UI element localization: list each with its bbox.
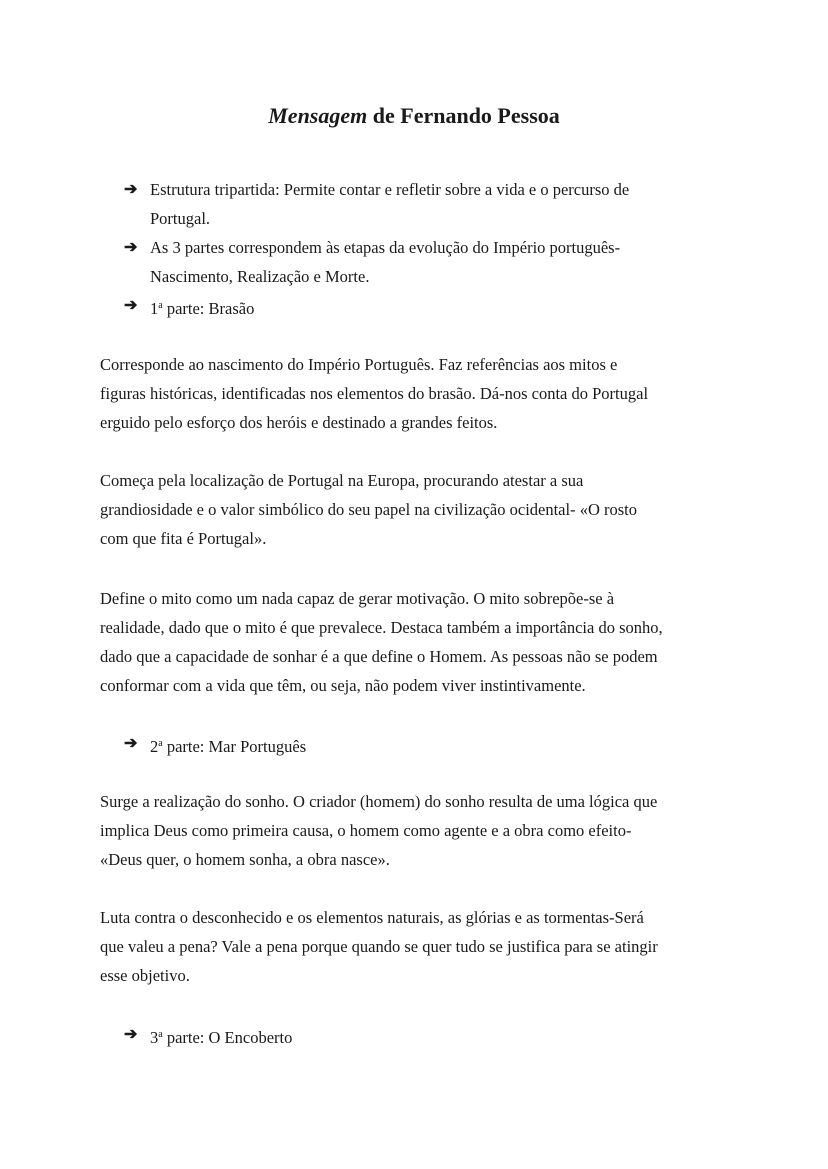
bullet-part2-heading: 2$^a$ parte: Mar Português	[150, 737, 307, 756]
bullet-1-line-1: Estrutura tripartida: Permite contar e refletir sobre a vida e o percurso de	[150, 180, 630, 199]
paragraph-line: implica Deus como primeira causa, o homem como agente e a obra como efeito-	[100, 821, 632, 840]
paragraph-line: conformar com a vida que têm, ou seja, não podem viver instintivamente.	[100, 676, 586, 695]
paragraph-line: Surge a realização do sonho. O criador (homem) do sonho resulta de uma lógica que	[100, 792, 658, 811]
page-title	[0, 100, 828, 132]
paragraph-line: Luta contra o desconhecido e os elementos naturais, as glórias e as tormentas-Será	[100, 908, 644, 927]
paragraph-line: figuras históricas, identificadas nos elementos do brasão. Dá-nos conta do Portugal	[100, 384, 649, 403]
arrow-right-icon: ➔	[124, 239, 138, 256]
arrow-right-icon: ➔	[124, 297, 138, 314]
paragraph-line: Começa pela localização de Portugal na Europa, procurando atestar a sua	[100, 471, 584, 490]
paragraph-line: Corresponde ao nascimento do Império Português. Faz referências aos mitos e	[100, 355, 618, 374]
bullet-1-line-2: Portugal.	[150, 209, 211, 228]
bullet-2-line-1: As 3 partes correspondem às etapas da evolução do Império português-	[150, 238, 621, 257]
arrow-right-icon: ➔	[124, 735, 138, 752]
arrow-right-icon: ➔	[124, 1026, 138, 1043]
title-italic: Mensagem	[268, 103, 368, 128]
paragraph-line: com que fita é Portugal».	[100, 529, 267, 548]
bullet-2-line-2: Nascimento, Realização e Morte.	[150, 267, 370, 286]
paragraph-line: «Deus quer, o homem sonha, a obra nasce».	[100, 850, 390, 869]
bullet-part3-heading: 3$^a$ parte: O Encoberto	[150, 1028, 293, 1047]
paragraph-line: que valeu a pena? Vale a pena porque quando se quer tudo se justifica para se atingir	[100, 937, 658, 956]
title-rest: de Fernando Pessoa	[367, 103, 560, 128]
paragraph-line: realidade, dado que o mito é que prevalece. Destaca também a importância do sonho,	[100, 618, 663, 637]
paragraph-line: grandiosidade e o valor simbólico do seu papel na civilização ocidental- «O rosto	[100, 500, 637, 519]
paragraph-line: esse objetivo.	[100, 966, 190, 985]
bullet-part1-heading: 1$^a$ parte: Brasão	[150, 299, 255, 318]
arrow-right-icon: ➔	[124, 181, 138, 198]
paragraph-line: dado que a capacidade de sonhar é a que define o Homem. As pessoas não se podem	[100, 647, 658, 666]
paragraph-line: Define o mito como um nada capaz de gerar motivação. O mito sobrepõe-se à	[100, 589, 615, 608]
paragraph-line: erguido pelo esforço dos heróis e destinado a grandes feitos.	[100, 413, 498, 432]
